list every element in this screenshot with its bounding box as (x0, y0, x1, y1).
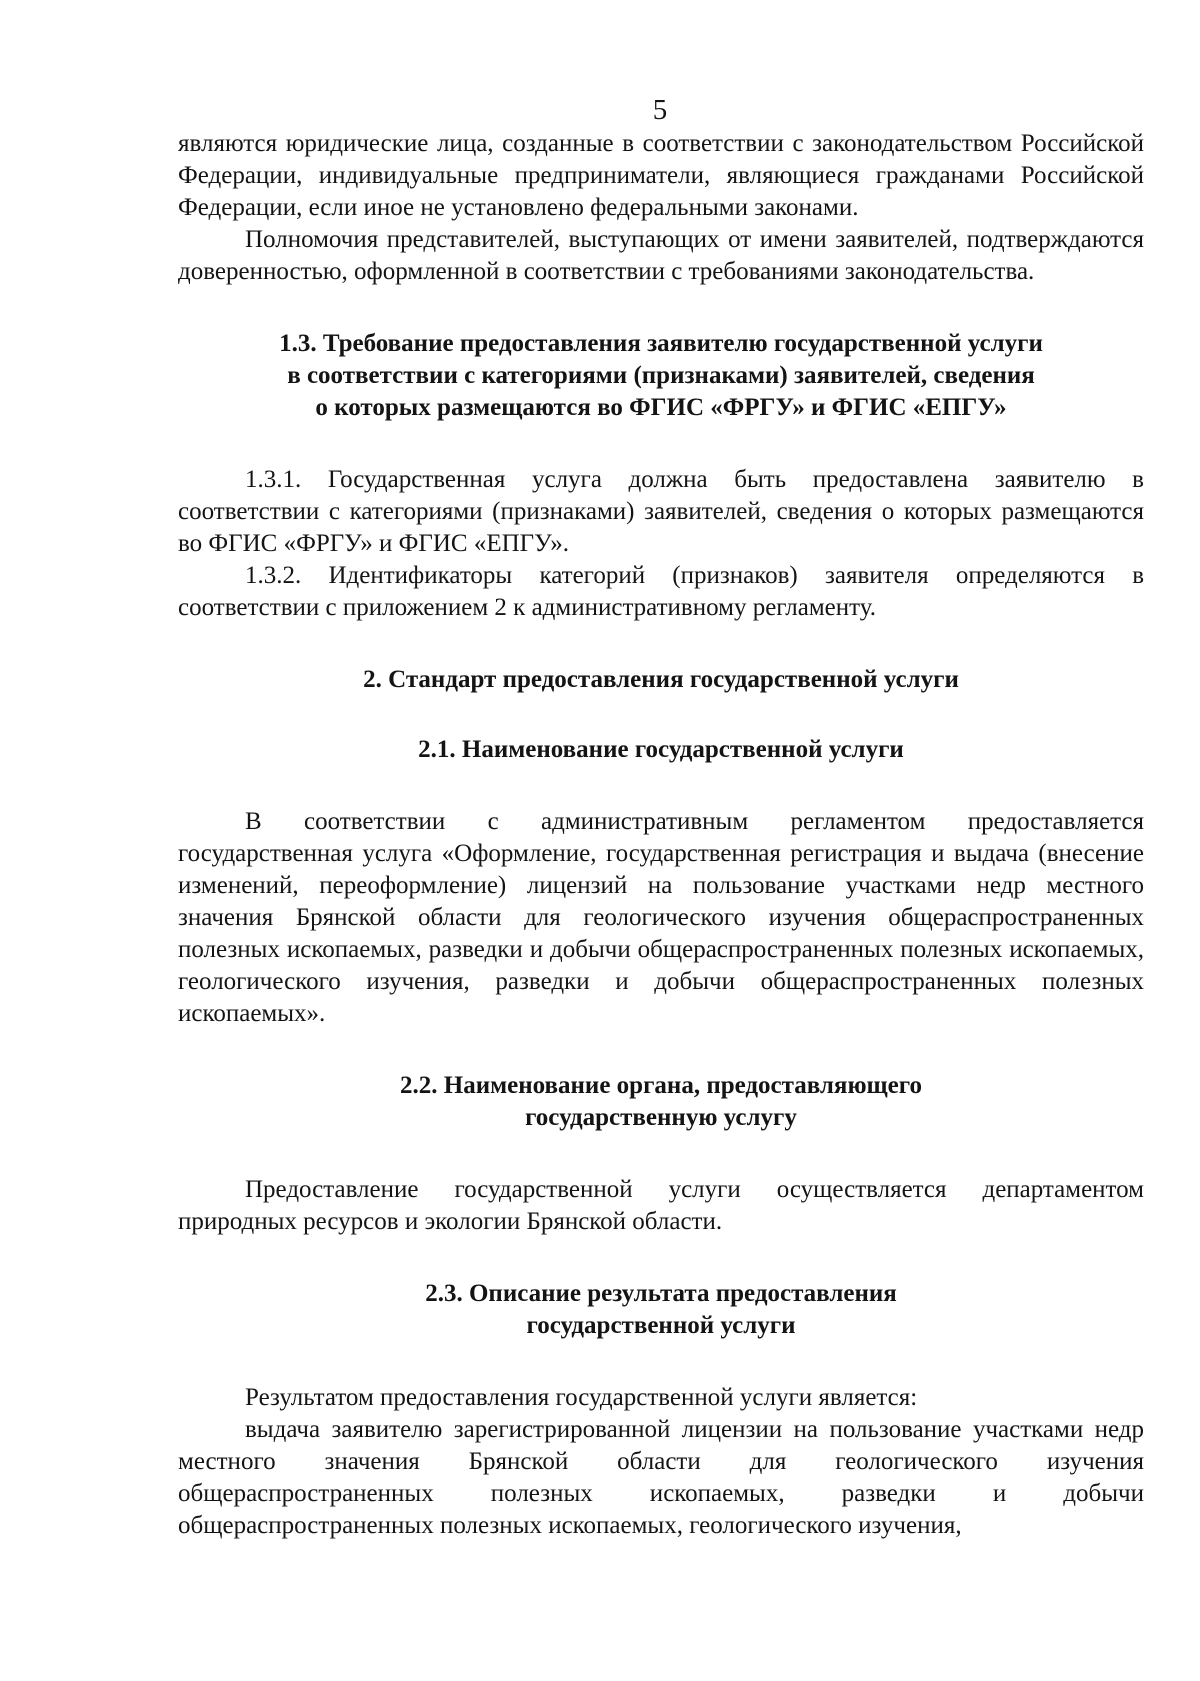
section-1-3-heading-line-1: 1.3. Требование предоставления заявителю государственной услуги (279, 330, 1043, 357)
page-number: 5 (652, 94, 668, 126)
section-2-3-paragraph-1: Результатом предоставления государственной услуги является: (245, 1384, 918, 1411)
section-2-1-paragraph-1: В соответствии с административным регламентом предоставляется государственная услуга «Оформление, государственная регистрация и выдача (внесение изменений, переоформление) лицензий на пользование участками недр местного значения Брянской области для геологического изучения общераспространенных полезных ископаемых, разведки и добычи общераспространенных полезных ископаемых, геологического изучения, разведки и добычи общераспространенных полезных ископаемых». (178, 808, 1144, 1027)
section-2-2-heading-line-1: 2.2. Наименование органа, предоставляющего (400, 1072, 922, 1099)
section-2-heading-text: 2. Стандарт предоставления государственной услуги (363, 666, 959, 693)
section-2-1-heading-text: 2.1. Наименование государственной услуги (418, 736, 904, 763)
section-2-2-heading-line-2: государственную услугу (525, 1104, 797, 1131)
section-1-3-paragraph-2: 1.3.2. Идентификаторы категорий (признаков) заявителя определяются в соответствии с приложением 2 к административному регламенту. (178, 562, 1144, 621)
section-2-2-paragraph-1: Предоставление государственной услуги осуществляется департаментом природных ресурсов и экологии Брянской области. (178, 1176, 1144, 1235)
section-2-2-heading (178, 1070, 1144, 1134)
section-2-1-heading (178, 734, 1144, 766)
section-1-3-heading (178, 328, 1144, 424)
section-2-3-paragraph-2: выдача заявителю зарегистрированной лицензии на пользование участками недр местного значения Брянской области для геологического изучения общераспространенных полезных ископаемых, разведки и добычи общераспространенных полезных ископаемых, геологического изучения, (178, 1416, 1144, 1539)
section-2-3-heading-line-2: государственной услуги (526, 1312, 796, 1339)
document-body (178, 128, 1144, 1542)
intro-paragraph-1: являются юридические лица, созданные в соответствии с законодательством Российской Федерации, индивидуальные предприниматели, являющиеся гражданами Российской Федерации, если иное не установлено федеральными законами. (178, 130, 1144, 221)
intro-paragraph-2: Полномочия представителей, выступающих от имени заявителей, подтверждаются доверенностью, оформленной в соответствии с требованиями законодательства. (178, 226, 1144, 285)
section-2-heading (178, 664, 1144, 696)
section-2-3-heading-line-1: 2.3. Описание результата предоставления (425, 1280, 897, 1307)
section-1-3-paragraph-1: 1.3.1. Государственная услуга должна быть предоставлена заявителю в соответствии с категориями (признаками) заявителей, сведения о которых размещаются во ФГИС «ФРГУ» и ФГИС «ЕПГУ». (178, 466, 1144, 557)
section-2-3-heading (178, 1278, 1144, 1342)
section-1-3-heading-line-2: в соответствии с категориями (признаками) заявителей, сведения (287, 362, 1035, 389)
section-1-3-heading-line-3: о которых размещаются во ФГИС «ФРГУ» и ФГИС «ЕПГУ» (315, 394, 1007, 421)
